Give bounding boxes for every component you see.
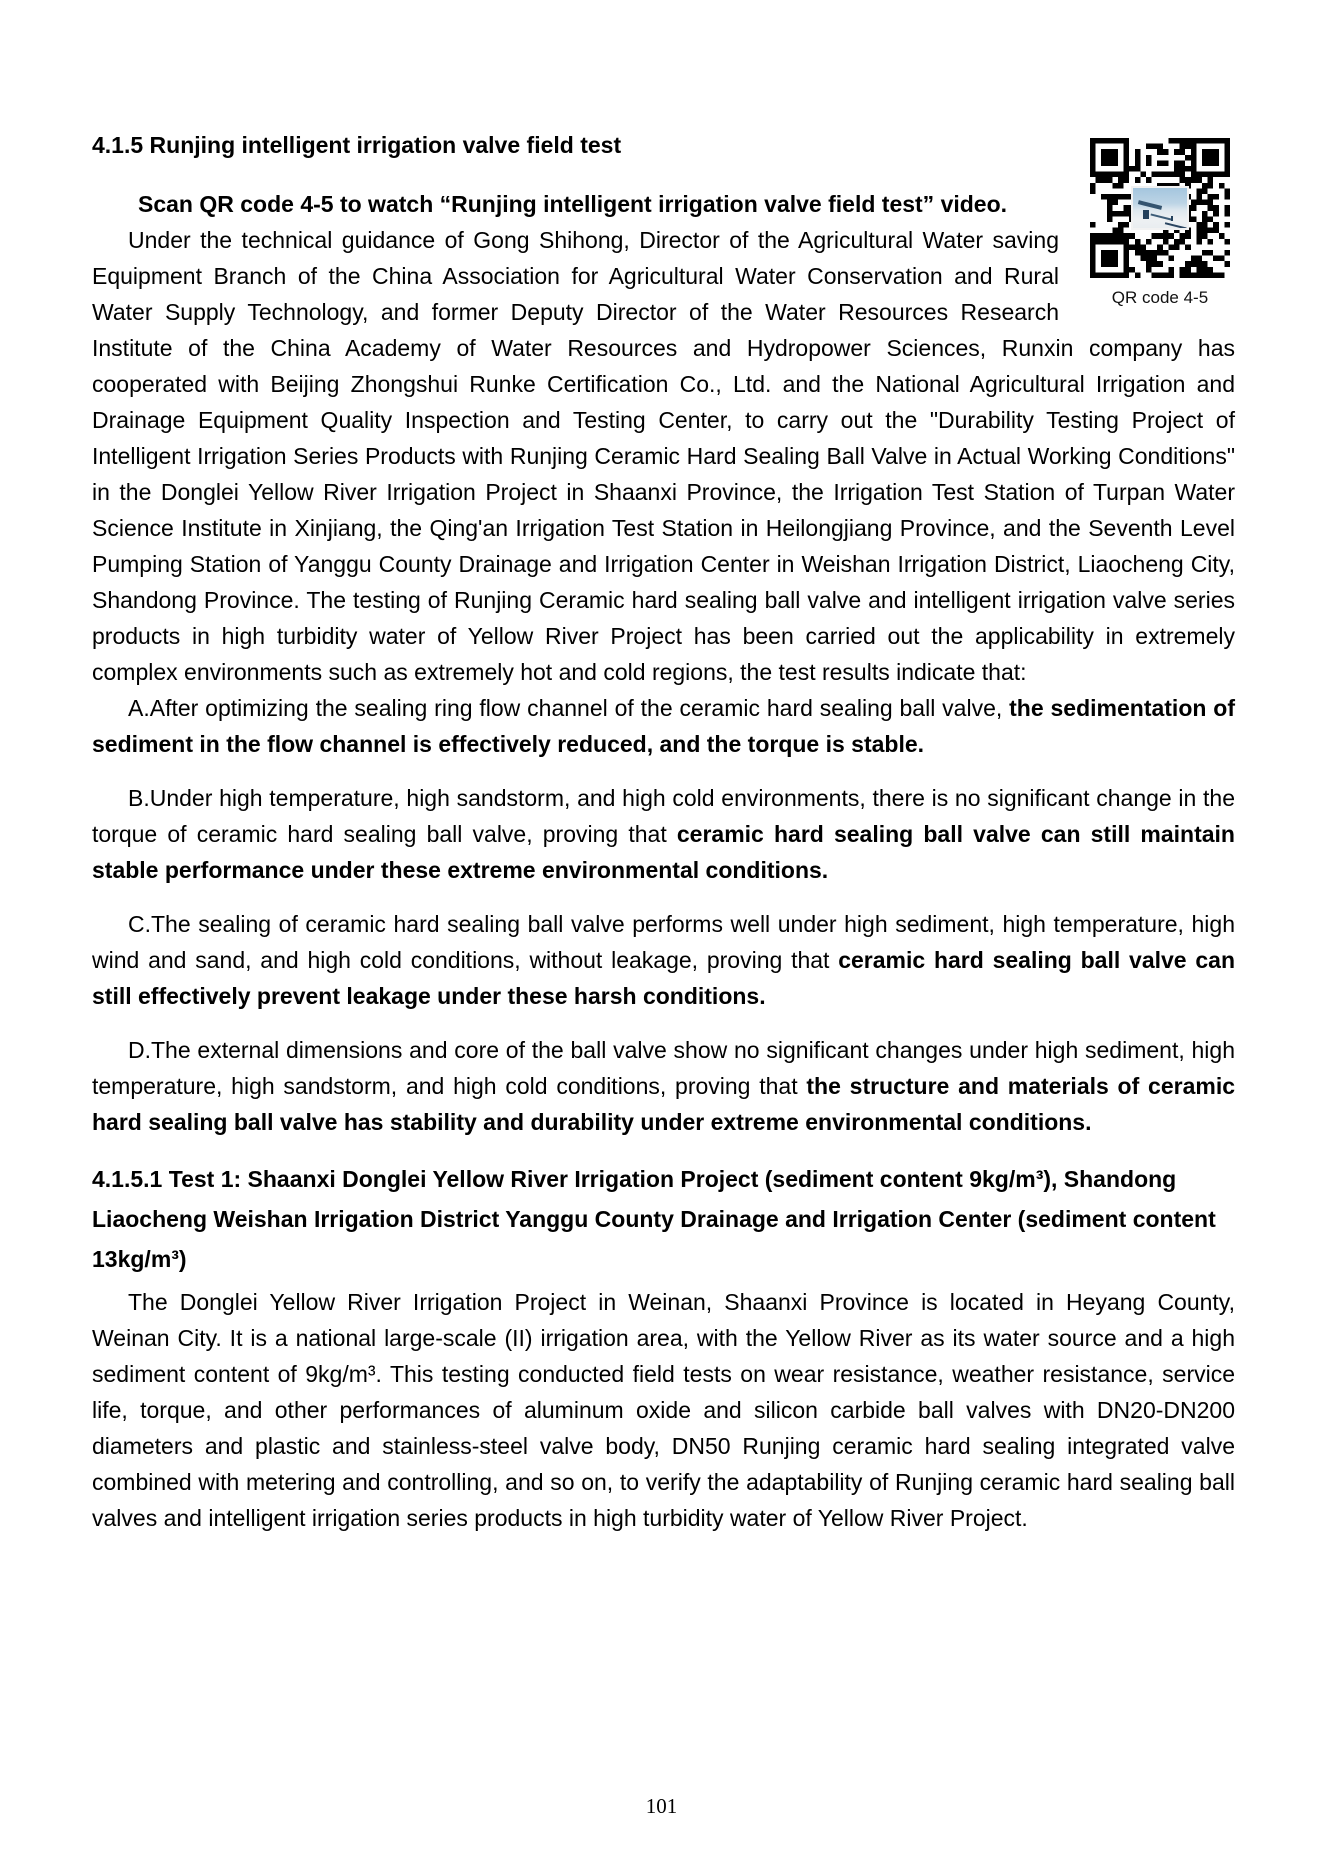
finding-c [92, 906, 1235, 1014]
finding-c-conclusion: ceramic hard sealing ball valve can still effectively prevent leakage under these harsh conditions. [92, 947, 1236, 1009]
page-number: 101 [645, 1794, 678, 1818]
subsection-paragraph: The Donglei Yellow River Irrigation Project in Weinan, Shaanxi Province is located in Heyang County, Weinan City. It is a national large-scale (II) irrigation area, with the Yellow River as its water source and a high sediment content of 9kg/m³. This testing conducted field tests on wear resistance, weather resistance, service life, torque, and other performances of aluminum oxide and silicon carbide ball valves with DN20-DN200 diameters and plastic and stainless-steel valve body, DN50 Runjing ceramic hard sealing integrated valve combined with metering and controlling, and so on, to verify the adaptability of Runjing ceramic hard sealing ball valves and intelligent irrigation series products in high turbidity water of Yellow River Project. [92, 1289, 1235, 1531]
finding-a-conclusion: the sedimentation of sediment in the flow channel is effectively reduced, and the torque is stable. [92, 695, 1235, 757]
intro-paragraph: Under the technical guidance of Gong Shihong, Director of the Agricultural Water saving Equipment Branch of the China Association for Agricultural Water Conservation and Rural Water Supply Technology, and former Deputy Director of the Water Resources Research Institute of the China Academy of Water Resources and Hydropower Sciences, Runxin company has cooperated with Beijing Zhongshui Runke Certification Co., Ltd. and the National Agricultural Irrigation and Drainage Equipment Quality Inspection and Testing Center, to carry out the "Durability Testing Project of Intelligent Irrigation Series Products with Runjing Ceramic Hard Sealing Ball Valve in Actual Working Conditions" in the Donglei Yellow River Irrigation Project in Shaanxi Province, the Irrigation Test Station of Turpan Water Science Institute in Xinjiang, the Qing'an Irrigation Test Station in Heilongjiang Province, and the Seventh Level Pumping Station of Yanggu County Drainage and Irrigation Center in Weishan Irrigation District, Liaocheng City, Shandong Province. The testing of Runjing Ceramic hard sealing ball valve and intelligent irrigation valve series products in high turbidity water of Yellow River Project has been carried out the applicability in extremely complex environments such as extremely hot and cold regions, the test results indicate that: [92, 227, 1235, 685]
finding-b [92, 780, 1235, 888]
finding-d-conclusion: the structure and materials of ceramic hard sealing ball valve has stability and durability under extreme environmental conditions. [92, 1073, 1235, 1135]
finding-d-text: D.The external dimensions and core of the ball valve show no significant changes under high sediment, high temperature, high sandstorm, and high cold conditions, proving that [92, 1037, 1235, 1099]
section-heading: 4.1.5 Runjing intelligent irrigation valve field test [92, 132, 622, 158]
subsection-heading: 4.1.5.1 Test 1: Shaanxi Donglei Yellow River Irrigation Project (sediment content 9kg/m³), Shandong Liaocheng Weishan Irrigation District Yanggu County Drainage and Irrigation Center (sediment content 13kg/m³) [92, 1166, 1216, 1272]
qr-caption: QR code 4-5 [1111, 288, 1209, 307]
finding-d [92, 1032, 1235, 1140]
finding-c-text: C.The sealing of ceramic hard sealing ball valve performs well under high sediment, high temperature, high wind and sand, and high cold conditions, without leakage, proving that [92, 911, 1235, 973]
qr-center-photo [1131, 186, 1189, 230]
qr-code-figure [1085, 138, 1235, 308]
qr-code-image [1090, 138, 1230, 278]
scan-note: Scan QR code 4-5 to watch “Runjing intelligent irrigation valve field test” video. [138, 191, 1008, 217]
finding-b-conclusion: ceramic hard sealing ball valve can still maintain stable performance under these extreme environmental conditions. [92, 821, 1235, 883]
finding-a [92, 690, 1235, 762]
finding-b-text: B.Under high temperature, high sandstorm, and high cold environments, there is no significant change in the torque of ceramic hard sealing ball valve, proving that [92, 785, 1235, 847]
finding-a-text: A.After optimizing the sealing ring flow channel of the ceramic hard sealing ball valve, [128, 695, 1010, 721]
